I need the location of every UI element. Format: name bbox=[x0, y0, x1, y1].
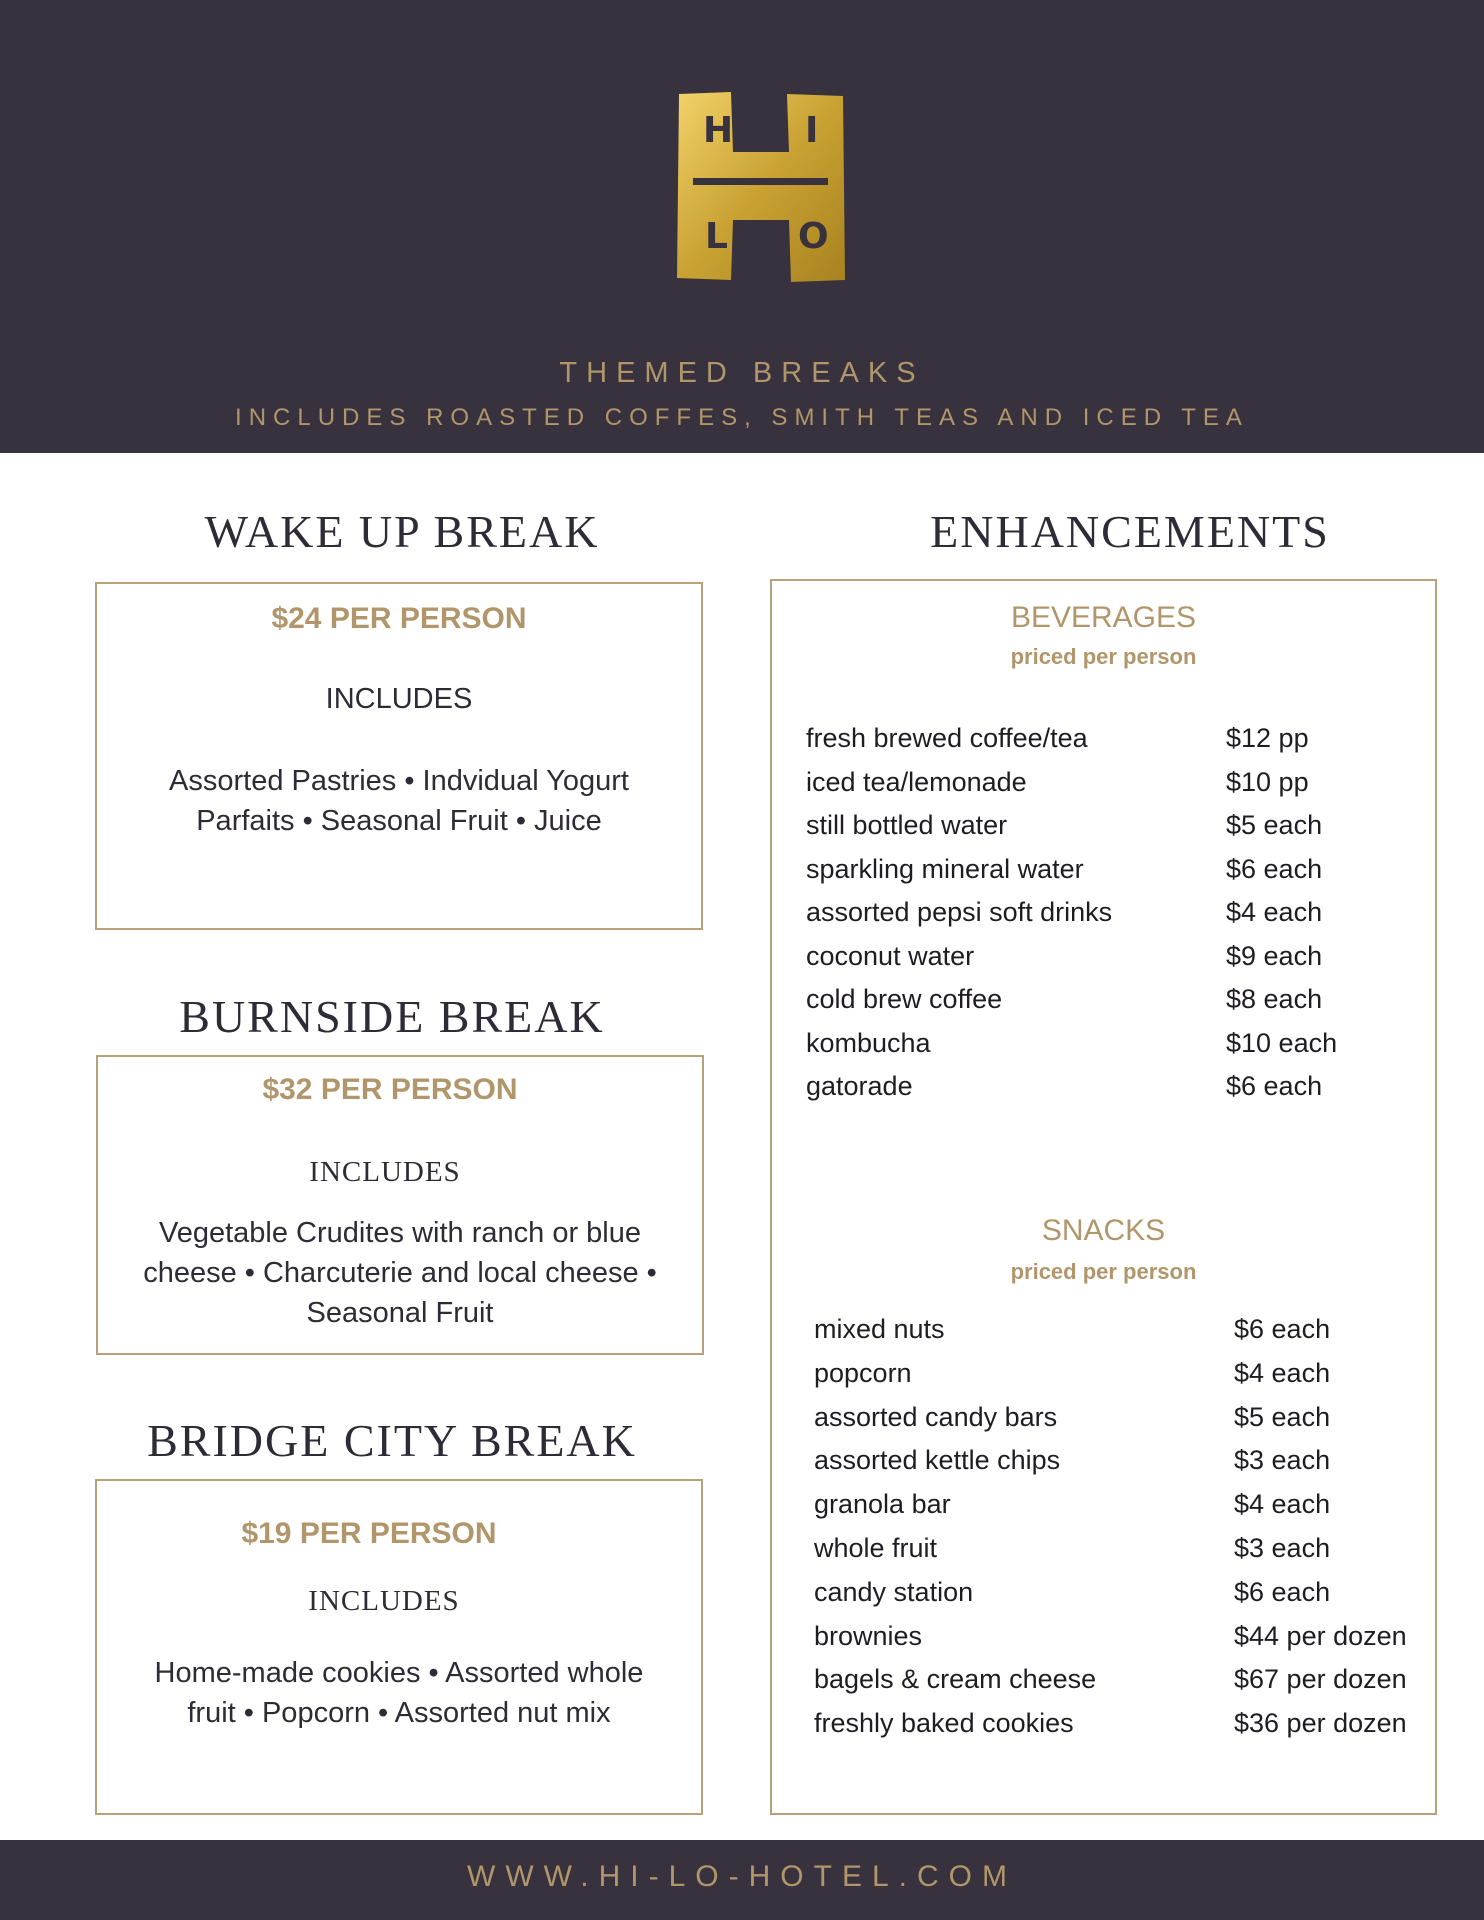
item-name: cold brew coffee bbox=[806, 984, 1003, 1014]
item-price: $6 each bbox=[1234, 1576, 1331, 1607]
item-price: $4 each bbox=[1234, 1357, 1331, 1388]
list-item bbox=[806, 723, 1416, 763]
item-price: $12 pp bbox=[1226, 723, 1309, 753]
list-item bbox=[814, 1621, 1424, 1661]
logo-letter-o: O bbox=[798, 216, 829, 257]
logo-letter-l: L bbox=[705, 216, 728, 257]
item-price: $10 pp bbox=[1226, 766, 1309, 797]
description-line: Parfaits • Seasonal Fruit • Juice bbox=[196, 805, 602, 837]
snacks-list bbox=[814, 1314, 1424, 1754]
item-name: still bottled water bbox=[806, 810, 1008, 840]
item-name: iced tea/lemonade bbox=[806, 766, 1027, 797]
hi-lo-logo bbox=[673, 90, 848, 285]
item-name: brownies bbox=[814, 1620, 923, 1651]
wake-up-break-card bbox=[95, 582, 703, 930]
bridge-city-break-price: $19 PER PERSON bbox=[241, 1517, 497, 1550]
bridge-city-break-description bbox=[117, 1653, 681, 1733]
list-item bbox=[814, 1314, 1424, 1354]
list-item bbox=[806, 1028, 1416, 1068]
description-line: fruit • Popcorn • Assorted nut mix bbox=[187, 1697, 611, 1729]
description-line: Home-made cookies • Assorted whole bbox=[154, 1657, 644, 1689]
bridge-city-break-card bbox=[95, 1479, 703, 1815]
burnside-break-card bbox=[96, 1055, 704, 1355]
enhancements-card bbox=[770, 579, 1437, 1815]
item-name: freshly baked cookies bbox=[814, 1708, 1074, 1739]
logo-letter-i: I bbox=[805, 110, 819, 151]
wake-up-break-price: $24 PER PERSON bbox=[271, 602, 527, 635]
list-item bbox=[806, 1071, 1416, 1111]
enhancements-title: ENHANCEMENTS bbox=[930, 506, 1330, 557]
item-name: bagels & cream cheese bbox=[814, 1664, 1097, 1695]
item-price: $67 per dozen bbox=[1234, 1664, 1407, 1695]
item-price: $3 each bbox=[1234, 1533, 1331, 1563]
item-name: candy station bbox=[814, 1576, 974, 1607]
item-name: kombucha bbox=[806, 1027, 931, 1058]
list-item bbox=[814, 1489, 1424, 1529]
burnside-break-description bbox=[118, 1213, 682, 1333]
item-name: assorted pepsi soft drinks bbox=[806, 897, 1113, 927]
item-price: $4 each bbox=[1234, 1489, 1331, 1520]
beverages-list bbox=[806, 723, 1416, 1103]
item-name: whole fruit bbox=[814, 1533, 938, 1563]
list-item bbox=[814, 1664, 1424, 1704]
bridge-city-break-title: BRIDGE CITY BREAK bbox=[147, 1415, 637, 1466]
list-item bbox=[814, 1358, 1424, 1398]
item-price: $5 each bbox=[1226, 810, 1323, 840]
header-banner bbox=[0, 0, 1484, 453]
burnside-break-price: $32 PER PERSON bbox=[262, 1073, 518, 1106]
snacks-subtitle: priced per person bbox=[1010, 1259, 1197, 1284]
item-price: $10 each bbox=[1226, 1027, 1338, 1058]
item-name: popcorn bbox=[814, 1357, 912, 1388]
item-price: $3 each bbox=[1234, 1445, 1331, 1476]
item-price: $9 each bbox=[1226, 940, 1323, 971]
item-price: $4 each bbox=[1226, 897, 1323, 927]
list-item bbox=[806, 854, 1416, 894]
item-name: mixed nuts bbox=[814, 1314, 945, 1344]
list-item bbox=[806, 941, 1416, 981]
description-line: Vegetable Crudites with ranch or blue bbox=[158, 1217, 641, 1249]
list-item bbox=[806, 897, 1416, 937]
burnside-break-title: BURNSIDE BREAK bbox=[179, 991, 605, 1042]
page-subtitle: INCLUDES ROASTED COFFES, SMITH TEAS AND ICED TEA bbox=[235, 404, 1249, 431]
item-price: $6 each bbox=[1226, 853, 1323, 884]
item-price: $6 each bbox=[1234, 1314, 1331, 1344]
list-item bbox=[814, 1402, 1424, 1442]
description-line: Seasonal Fruit bbox=[306, 1297, 494, 1329]
list-item bbox=[814, 1445, 1424, 1485]
item-name: sparkling mineral water bbox=[806, 853, 1084, 884]
wake-up-break-title: WAKE UP BREAK bbox=[204, 506, 600, 557]
description-line: cheese • Charcuterie and local cheese • bbox=[143, 1257, 657, 1289]
snacks-title: SNACKS bbox=[1041, 1214, 1166, 1247]
bridge-city-break-includes: INCLUDES bbox=[308, 1585, 460, 1617]
beverages-title: BEVERAGES bbox=[1010, 601, 1197, 634]
list-item bbox=[806, 984, 1416, 1024]
list-item bbox=[814, 1533, 1424, 1573]
item-price: $5 each bbox=[1234, 1401, 1331, 1432]
item-name: coconut water bbox=[806, 940, 975, 971]
description-line: Assorted Pastries • Indvidual Yogurt bbox=[169, 765, 629, 797]
wake-up-break-includes: INCLUDES bbox=[325, 683, 473, 715]
list-item bbox=[806, 767, 1416, 807]
item-price: $36 per dozen bbox=[1234, 1708, 1407, 1739]
logo-letter-h: H bbox=[703, 110, 734, 151]
item-price: $8 each bbox=[1226, 984, 1323, 1014]
wake-up-break-description bbox=[117, 761, 681, 841]
item-name: gatorade bbox=[806, 1071, 913, 1101]
list-item bbox=[814, 1577, 1424, 1617]
item-name: assorted candy bars bbox=[814, 1401, 1058, 1432]
burnside-break-includes: INCLUDES bbox=[309, 1156, 461, 1188]
list-item bbox=[806, 810, 1416, 850]
page-title: THEMED BREAKS bbox=[559, 357, 925, 389]
website-url[interactable]: WWW.HI-LO-HOTEL.COM bbox=[467, 1860, 1017, 1893]
list-item bbox=[814, 1708, 1424, 1748]
beverages-subtitle: priced per person bbox=[1010, 644, 1197, 669]
item-name: granola bar bbox=[814, 1489, 951, 1520]
item-name: assorted kettle chips bbox=[814, 1445, 1061, 1476]
item-name: fresh brewed coffee/tea bbox=[806, 723, 1088, 753]
footer-bar bbox=[0, 1840, 1484, 1920]
item-price: $44 per dozen bbox=[1234, 1620, 1407, 1651]
item-price: $6 each bbox=[1226, 1071, 1323, 1101]
